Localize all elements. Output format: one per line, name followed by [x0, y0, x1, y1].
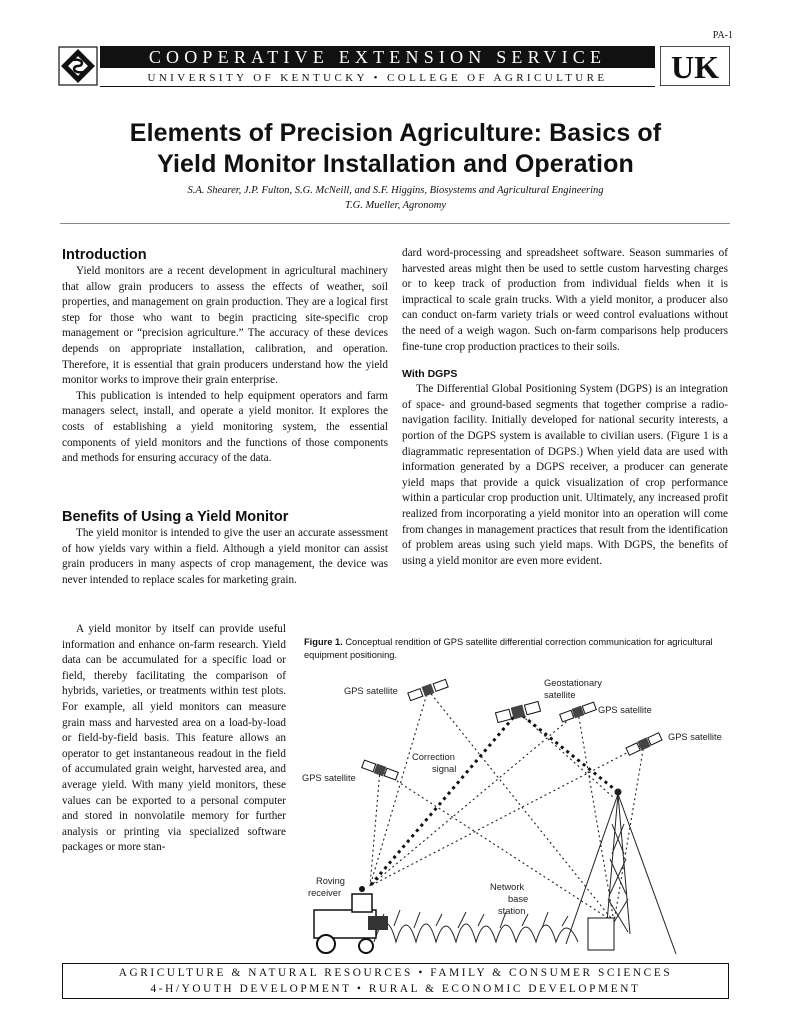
figure-caption: Figure 1. Conceptual rendition of GPS satellite differential correction communication for agricultural equipment positioning.: [304, 637, 713, 660]
benefits-heading: Benefits of Using a Yield Monitor: [62, 509, 289, 525]
gps-satellite-icon: [626, 732, 663, 756]
benefits-paragraph-2-block: [62, 622, 286, 856]
svg-text:Roving: Roving: [316, 876, 345, 886]
gps-satellite-icon: [559, 701, 596, 723]
dgps-diagram: [296, 664, 736, 958]
svg-text:receiver: receiver: [308, 888, 342, 898]
geostationary-satellite-icon: [495, 701, 541, 724]
authors: S.A. Shearer, J.P. Fulton, S.G. McNeill, and S.F. Higgins, Biosystems and Agricultural Engineering T.G. Mueller, Agronomy: [187, 185, 604, 211]
svg-text:GPS satellite: GPS satellite: [668, 732, 722, 742]
intro-paragraph-2: This publication is intended to help equipment operators and farm managers select, install, and operate a yield monitor. It explores the costs of establishing a yield monitoring system, the essential components of yield monitors and the functions of those components and methods for ensuring accuracy of the data.: [62, 389, 388, 465]
dgps-paragraph: The Differential Global Positioning System (DGPS) is an integration of space- and ground-based segments that together comprise a radio-navigation facility. Initially developed for national security interests, a portion of the DGPS system is available to civilian users. (Figure 1 is a diagrammatic representation of DGPS.) When yield data are used with information generated by a DGPS receiver, a producer can generate yield maps that provide a quick visualization of crop performance within a particular crop production unit. Ultimately, any increased profit realized from incorporating a yield monitor into an operation will come from changes in management practices that result from the identification of problem areas using such yield maps. With DGPS, the benefits of using a yield monitor are even more evident.: [402, 383, 728, 567]
introduction-section: [62, 246, 388, 467]
crop-field-icon: [374, 910, 578, 942]
dgps-heading: With DGPS: [402, 368, 458, 381]
benefits-paragraph-1: The yield monitor is intended to give the user an accurate assessment of how yields vary within a field. Although a yield monitor can assist grain producers in many aspects of crop management, the device was never intended to replace scales for marketing grain.: [62, 527, 388, 586]
svg-text:GPS satellite: GPS satellite: [344, 686, 398, 696]
right-column: [402, 246, 728, 569]
org-banner: COOPERATIVE EXTENSION SERVICE: [100, 46, 655, 68]
extension-logo-icon: [58, 46, 98, 86]
svg-text:UK: UK: [671, 49, 719, 85]
svg-text:GPS satellite: GPS satellite: [302, 773, 356, 783]
svg-text:base: base: [508, 894, 529, 904]
benefits-paragraph-2: A yield monitor by itself can provide useful information and enhance on-farm research. Yield data can be accumulated for a specific load or field, thereby facilitating the comparison of hybrids, varieties, or treatments within test plots. For example, all yield monitors can measure grain mass and harvested area on a load-by-load or field-by-field basis. This feature allows an operator to get instantaneous readout in the field of accumulated grain weight, harvested area, and average yield. With many yield monitors, these values can be exported to a personal computer and stored in nonvolatile memory for further analysis or printing via specialized software packages or more stan-: [62, 623, 286, 854]
svg-text:Geostationary: Geostationary: [544, 678, 602, 688]
intro-paragraph-1: Yield monitors are a recent development in agricultural machinery that allow grain producers to assess the effects of weather, soil properties, and management on grain production. They are a logical first step for those who want to begin practicing site-specific crop management or “precision agriculture.” The accuracy of these devices depends on appropriate installation, calibration, and operation. Therefore, it is essential that grain producers understand how the yield monitor works to improve their grain enterprise.: [62, 265, 388, 387]
title-rule: [60, 223, 730, 224]
university-line: UNIVERSITY OF KENTUCKY • COLLEGE OF AGRICULTURE: [100, 70, 655, 87]
svg-text:satellite: satellite: [544, 690, 576, 700]
continued-paragraph: dard word-processing and spreadsheet software. Season summaries of harvested areas might then be used to settle custom harvesting charges or to keep track of production from individual fields when it is impractical to scale grain trucks. With a yield monitor, a producer also can conduct on-farm variety trials or weed control evaluations without the need of a weigh wagon. Such on-farm comparisons help producers fine-tune crop production practices to their soils.: [402, 247, 728, 353]
svg-text:Correction: Correction: [412, 752, 455, 762]
benefits-section: [62, 508, 388, 588]
gps-satellite-icon: [361, 759, 398, 781]
svg-text:GPS satellite: GPS satellite: [598, 705, 652, 715]
svg-text:station: station: [498, 906, 526, 916]
svg-text:signal: signal: [432, 764, 457, 774]
page-code: PA-1: [712, 30, 733, 41]
page-title: Elements of Precision Agriculture: Basics of Yield Monitor Installation and Operation: [129, 119, 662, 178]
uk-logo: [660, 46, 730, 86]
svg-text:Network: Network: [490, 882, 525, 892]
footer-banner: AGRICULTURE & NATURAL RESOURCES • FAMILY & CONSUMER SCIENCES 4-H/YOUTH DEVELOPMENT • RURAL & ECONOMIC DEVELOPMENT: [62, 963, 729, 999]
intro-heading: Introduction: [62, 247, 147, 263]
base-station-building-icon: [588, 918, 614, 950]
base-station-tower-icon: [566, 789, 676, 954]
gps-satellite-icon: [407, 678, 448, 701]
